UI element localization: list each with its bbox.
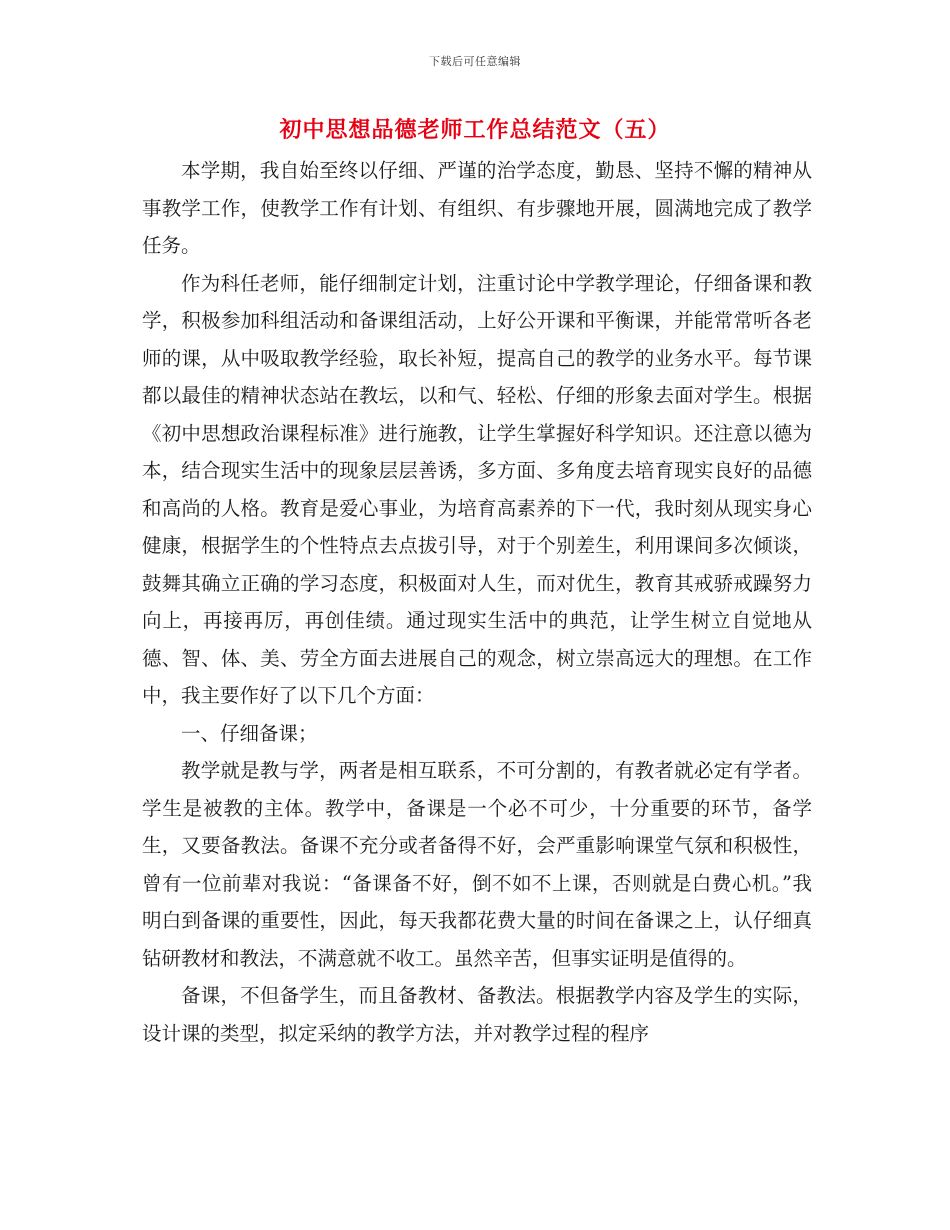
document-body: [142, 152, 812, 1052]
section-heading-preparation: 一、仔细备课；: [181, 721, 318, 745]
paragraph-role: 作为科任老师，能仔细制定计划，注重讨论中学教学理论，仔细备课和教学，积极参加科组活动和备课组活动，上好公开课和平衡课，并能常常听各老师的课，从中吸取教学经验，取长补短，提高自己的教学的业务水平。每节课都以最佳的精神状态站在教坛，以和气、轻松、仔细的形象去面对学生。根据《初中思想政治课程标准》进行施教，让学生掌握好科学知识。还注意以德为本，结合现实生活中的现象层层善诱，多方面、多角度去培育现实良好的品德和高尚的人格。教育是爱心事业，为培育高素养的下一代，我时刻从现实身心健康，根据学生的个性特点去点拔引导，对于个别差生，利用课间多次倾谈，鼓舞其确立正确的学习态度，积极面对人生，而对优生，教育其戒骄戒躁努力向上，再接再厉，再创佳绩。通过现实生活中的典范，让学生树立自觉地从德、智、体、美、劳全方面去进展自己的观念，树立崇高远大的理想。在工作中，我主要作好了以下几个方面：: [142, 271, 812, 707]
document-title: 初中思想品德老师工作总结范文（五）: [279, 118, 671, 143]
header-note: 下载后可任意编辑: [429, 55, 521, 68]
paragraph-preparation: 教学就是教与学，两者是相互联系，不可分割的，有教者就必定有学者。学生是被教的主体。教学中，备课是一个必不可少，十分重要的环节，备学生，又要备教法。备课不充分或者备得不好，会严重影响课堂气氛和积极性，曾有一位前辈对我说：“备课备不好，倒不如不上课，否则就是白费心机。”我明白到备课的重要性，因此，每天我都花费大量的时间在备课之上，认仔细真钻研教材和教法，不满意就不收工。虽然辛苦，但事实证明是值得的。: [142, 759, 812, 970]
paragraph-preparation-methods: 备课，不但备学生，而且备教材、备教法。根据教学内容及学生的实际，设计课的类型，拟定采纳的教学方法，并对教学过程的程序: [142, 984, 812, 1045]
paragraph-intro: 本学期，我自始至终以仔细、严谨的治学态度，勤恳、坚持不懈的精神从事教学工作，使教学工作有计划、有组织、有步骤地开展，圆满地完成了教学任务。: [142, 159, 812, 257]
